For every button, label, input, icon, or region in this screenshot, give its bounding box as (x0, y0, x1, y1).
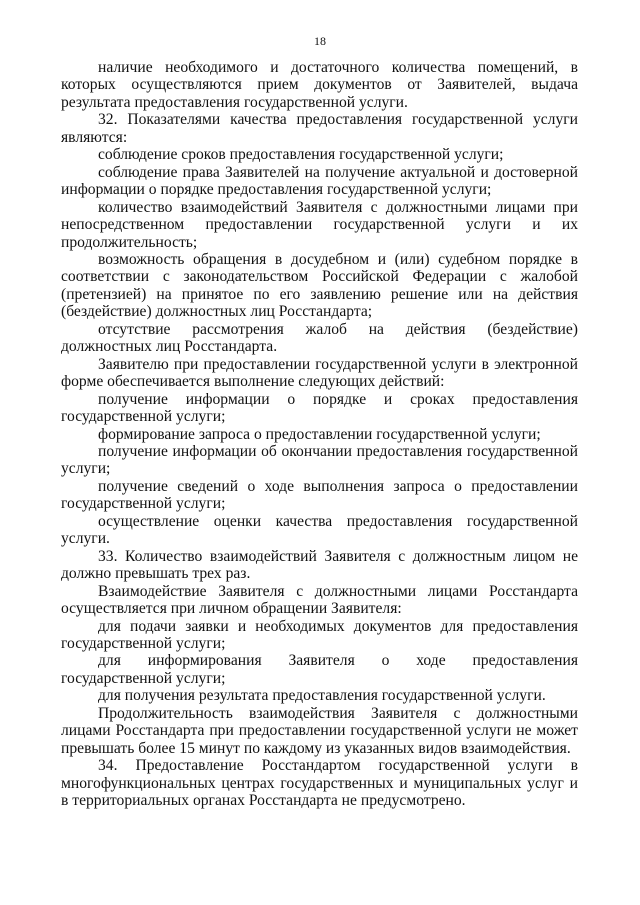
paragraph-33-interaction-limit: 33. Количество взаимодействий Заявителя с должностным лицом не должно превышать трех раз. (61, 547, 578, 583)
paragraph-appeal-possibility: возможность обращения в досудебном и (или) судебном порядке в соответствии с законодательством Российской Федерации с жалобой (претензией) на принятое по его заявлению решение или на действия (бездействие) должностных лиц Росстандарта; (61, 250, 578, 321)
paragraph-no-complaints: отсутствие рассмотрения жалоб на действия (бездействие) должностных лиц Росстандарта. (61, 320, 578, 356)
page-number: 18 (314, 34, 326, 48)
document-body (61, 59, 578, 809)
paragraph-completion-info: получение информации об окончании предоставления государственной услуги; (61, 442, 578, 478)
paragraph-get-result: для получения результата предоставления государственной услуги. (98, 687, 546, 705)
paragraph-get-info: получение информации о порядке и сроках предоставления государственной услуги; (61, 390, 578, 426)
paragraph-interaction-duration: Продолжительность взаимодействия Заявителя с должностными лицами Росстандарта при предоставлении государственной услуги не может превышать более 15 минут по каждому из указанных видов взаимодействия. (61, 704, 578, 757)
paragraph-inform-applicant: для информирования Заявителя о ходе предоставления государственной услуги; (61, 652, 578, 687)
paragraph-quality-assessment: осуществление оценки качества предоставления государственной услуги. (61, 512, 578, 548)
paragraph-32-quality-indicators: 32. Показателями качества предоставления государственной услуги являются: (61, 111, 578, 146)
paragraph-34-mfc: 34. Предоставление Росстандартом государственной услуги в многофункциональных центрах государственных и муниципальных услуг и в территориальных органах Росстандарта не предусмотрено. (61, 757, 578, 810)
paragraph-right-to-information: соблюдение права Заявителей на получение актуальной и достоверной информации о порядке предоставления государственной услуги; (61, 163, 578, 199)
paragraph-submit-application: для подачи заявки и необходимых документов для предоставления государственной услуги; (61, 617, 578, 652)
paragraph-electronic-form: Заявителю при предоставлении государственной услуги в электронной форме обеспечивается выполнение следующих действий: (61, 355, 578, 391)
paragraph-premises: наличие необходимого и достаточного количества помещений, в которых осуществляются прием документов от Заявителей, выдача результата предоставления государственной услуги. (61, 59, 578, 111)
paragraph-progress-info: получение сведений о ходе выполнения запроса о предоставлении государственной услуги; (61, 477, 578, 513)
paragraph-deadlines: соблюдение сроков предоставления государственной услуги; (98, 146, 504, 164)
paragraph-interaction-count: количество взаимодействий Заявителя с должностными лицами при непосредственном предоставлении государственной услуги и их продолжительность; (61, 198, 578, 251)
paragraph-form-request: формирование запроса о предоставлении государственной услуги; (98, 425, 541, 443)
paragraph-personal-appeal: Взаимодействие Заявителя с должностными лицами Росстандарта осуществляется при личном обращении Заявителя: (61, 582, 578, 618)
